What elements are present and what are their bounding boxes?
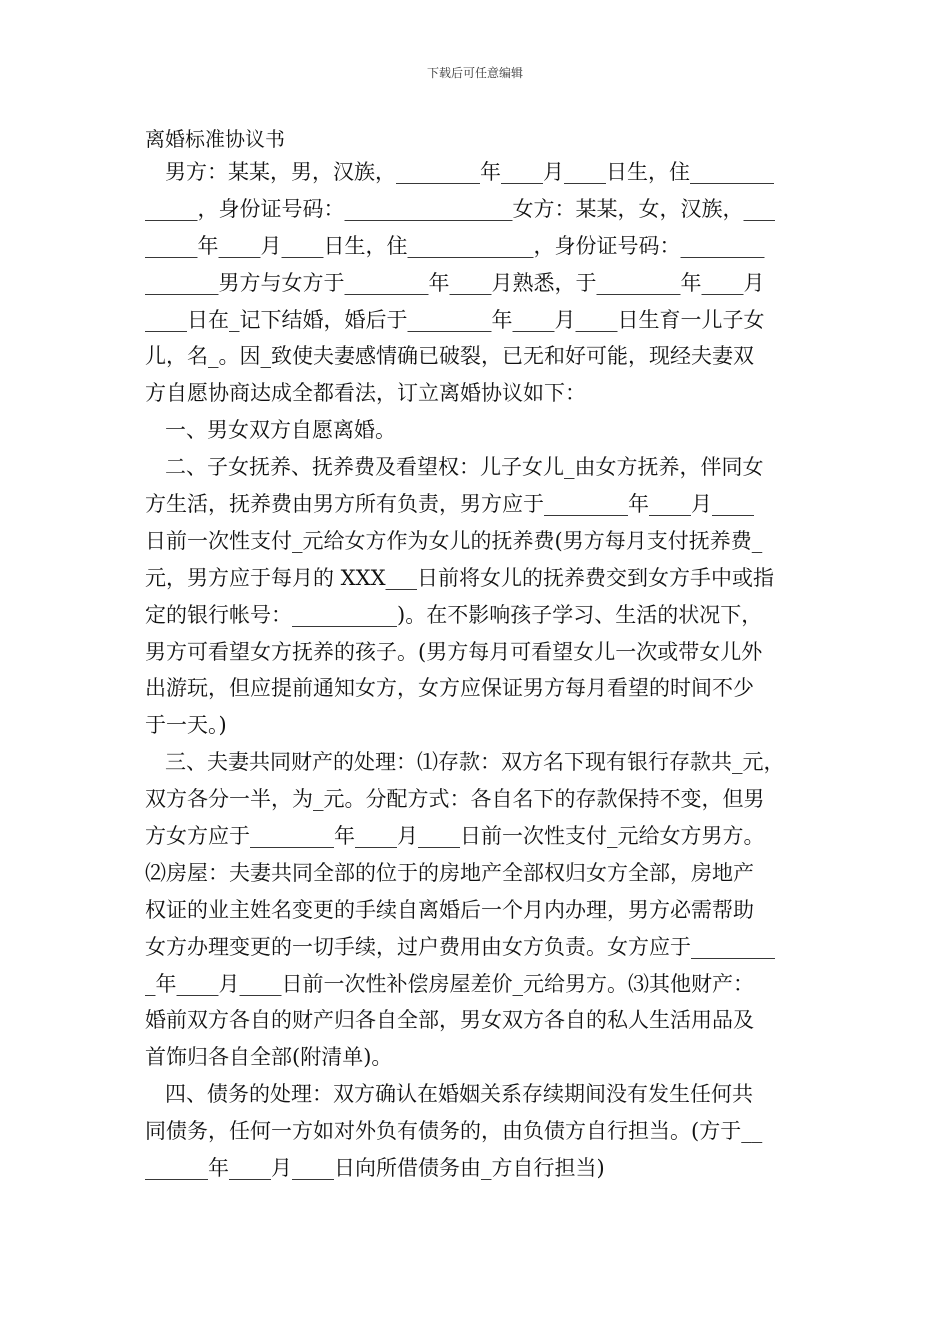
text-line: 一、男女双方自愿离婚。 bbox=[145, 418, 397, 443]
document-body bbox=[145, 158, 815, 1191]
text-line: 日前一次性支付_元给女方作为女儿的抚养费(男方每月支付抚养费_ bbox=[145, 528, 763, 553]
text-line: 方女方应于________年____月____日前一次性支付_元给女方男方。 bbox=[145, 824, 765, 849]
text-line: 同债务，任何一方如对外负有债务的，由负债方自行担当。(方于__ bbox=[145, 1119, 763, 1144]
text-line: _______男方与女方于________年____月熟悉，于________年____月 bbox=[145, 270, 765, 295]
text-line: _年____月____日前一次性补偿房屋差价_元给男方。⑶其他财产： bbox=[145, 971, 754, 996]
text-line: 出游玩，但应提前通知女方，女方应保证男方每月看望的时间不少 bbox=[145, 676, 754, 701]
text-line: 婚前双方各自的财产归各自全部，男女双方各自的私人生活用品及 bbox=[145, 1008, 754, 1033]
document-title: 离婚标准协议书 bbox=[145, 127, 285, 151]
text-line: 方自愿协商达成全都看法，订立离婚协议如下： bbox=[145, 381, 586, 406]
text-line: 权证的业主姓名变更的手续自离婚后一个月内办理，男方必需帮助 bbox=[145, 897, 754, 922]
text-line: 双方各分一半，为_元。分配方式：各自名下的存款保持不变，但男 bbox=[145, 787, 765, 812]
text-line: _____，身份证号码：________________女方：某某，女，汉族，___ bbox=[145, 196, 775, 221]
text-line: 女方办理变更的一切手续，过户费用由女方负责。女方应于________ bbox=[145, 934, 775, 959]
text-line: 方生活，抚养费由男方所有负责，男方应于________年____月____ bbox=[145, 492, 754, 517]
text-line: 儿，名_。因_致使夫妻感情确已破裂，已无和好可能，现经夫妻双 bbox=[145, 344, 754, 369]
text-line: 定的银行帐号：__________)。在不影响孩子学习、生活的状况下， bbox=[145, 602, 763, 627]
text-line: 男方：某某，男，汉族，________年____月____日生，住________ bbox=[145, 160, 775, 184]
text-line: 于一天。) bbox=[145, 713, 227, 738]
text-line: 元，男方应于每月的 XXX___日前将女儿的抚养费交到女方手中或指 bbox=[145, 565, 775, 590]
text-line: 四、债务的处理：双方确认在婚姻关系存续期间没有发生任何共 bbox=[145, 1082, 754, 1107]
text-line: 二、子女抚养、抚养费及看望权：儿子女儿_由女方抚养，伴同女 bbox=[145, 455, 764, 480]
text-line: ⑵房屋：夫妻共同全部的位于的房地产全部权归女方全部，房地产 bbox=[145, 860, 754, 885]
text-line: ____日在_记下结婚，婚后于________年____月____日生育一儿子女 bbox=[145, 307, 765, 332]
text-line: 首饰归各自全部(附清单)。 bbox=[145, 1045, 393, 1070]
page-header-note: 下载后可任意编辑 bbox=[426, 66, 523, 80]
text-line: 三、夫妻共同财产的处理：⑴存款：双方名下现有银行存款共_元， bbox=[145, 750, 785, 775]
text-line: 男方可看望女方抚养的孩子。(男方每月可看望女儿一次或带女儿外 bbox=[145, 639, 763, 664]
text-line: _____年____月____日生，住____________，身份证号码：________ bbox=[145, 233, 765, 258]
text-line: ______年____月____日向所借债务由_方自行担当) bbox=[145, 1156, 605, 1181]
